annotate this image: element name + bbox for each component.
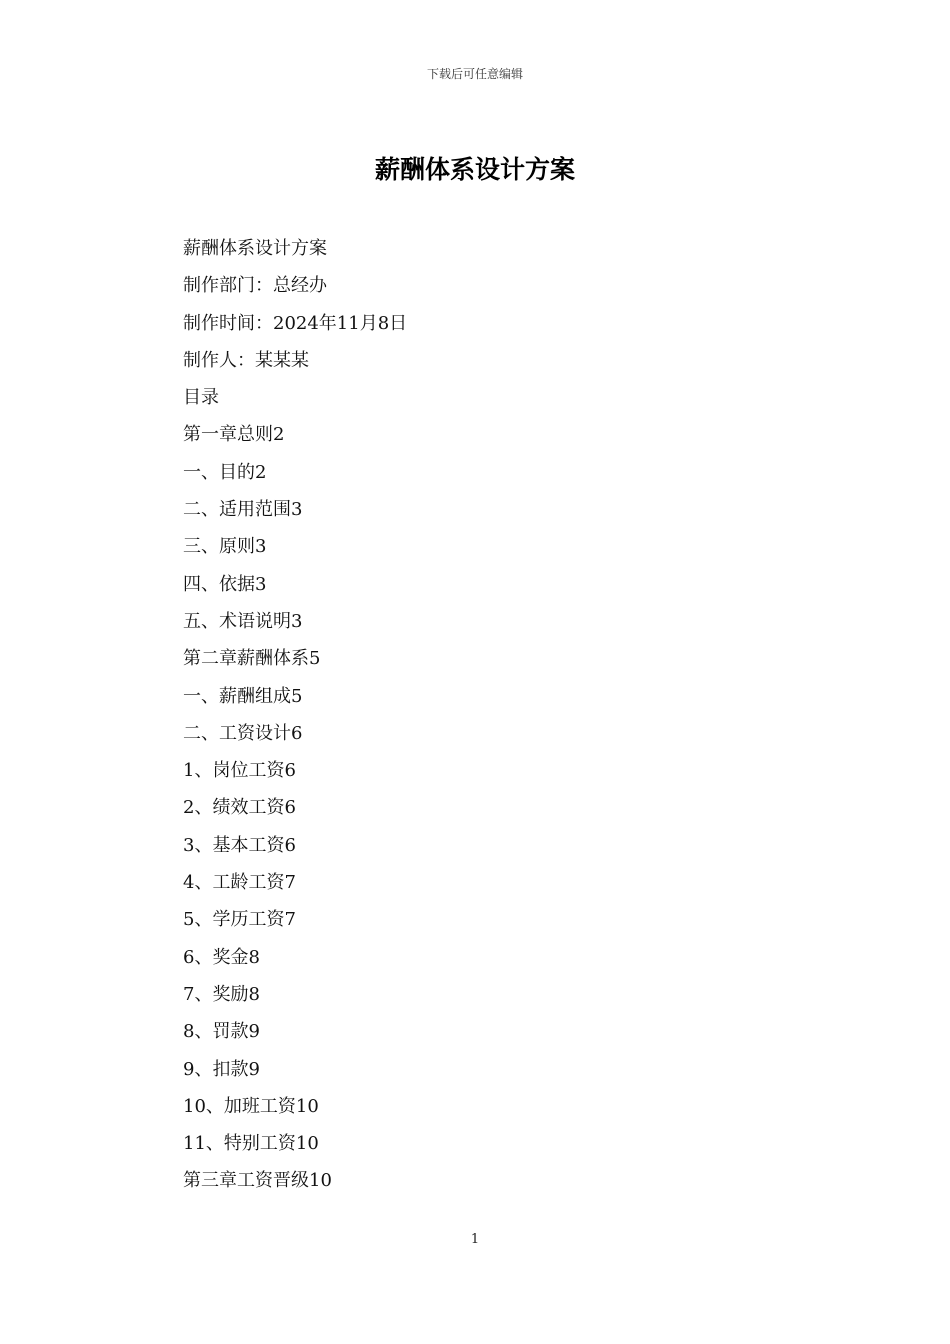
toc-heading: 目录 — [183, 387, 219, 409]
toc-item: 五、术语说明3 — [183, 610, 303, 632]
toc-item: 3、基本工资6 — [183, 834, 296, 856]
toc-item: 4、工龄工资7 — [183, 872, 296, 894]
toc-item: 11、特别工资10 — [183, 1133, 319, 1155]
toc-item: 第二章薪酬体系5 — [183, 648, 321, 670]
toc-item: 二、适用范围3 — [183, 499, 303, 521]
body-line-date: 制作时间：2024年11月8日 — [183, 312, 408, 334]
toc-item: 一、目的2 — [183, 461, 267, 483]
body-line-department: 制作部门：总经办 — [183, 275, 327, 297]
toc-item: 8、罚款9 — [183, 1021, 260, 1043]
toc-item: 第三章工资晋级10 — [183, 1170, 332, 1192]
toc-item: 第一章总则2 — [183, 424, 285, 446]
toc-item: 5、学历工资7 — [183, 909, 296, 931]
page-header-note: 下载后可任意编辑 — [426, 67, 523, 81]
toc-item: 一、薪酬组成5 — [183, 685, 303, 707]
toc-item: 9、扣款9 — [183, 1058, 260, 1080]
body-line-title-repeat: 薪酬体系设计方案 — [183, 238, 327, 259]
toc-item: 1、岗位工资6 — [183, 760, 296, 782]
body-line-author: 制作人：某某某 — [183, 349, 309, 371]
toc-item: 三、原则3 — [183, 536, 267, 558]
toc-item: 2、绩效工资6 — [183, 797, 296, 819]
document-body — [183, 230, 783, 1200]
toc-item: 6、奖金8 — [183, 946, 260, 968]
toc-item: 二、工资设计6 — [183, 722, 303, 744]
toc-item: 10、加班工资10 — [183, 1095, 319, 1117]
toc-item: 四、依据3 — [183, 573, 267, 595]
page-number: 1 — [470, 1232, 480, 1247]
document-title: 薪酬体系设计方案 — [374, 155, 575, 184]
toc-item: 7、奖励8 — [183, 983, 260, 1005]
